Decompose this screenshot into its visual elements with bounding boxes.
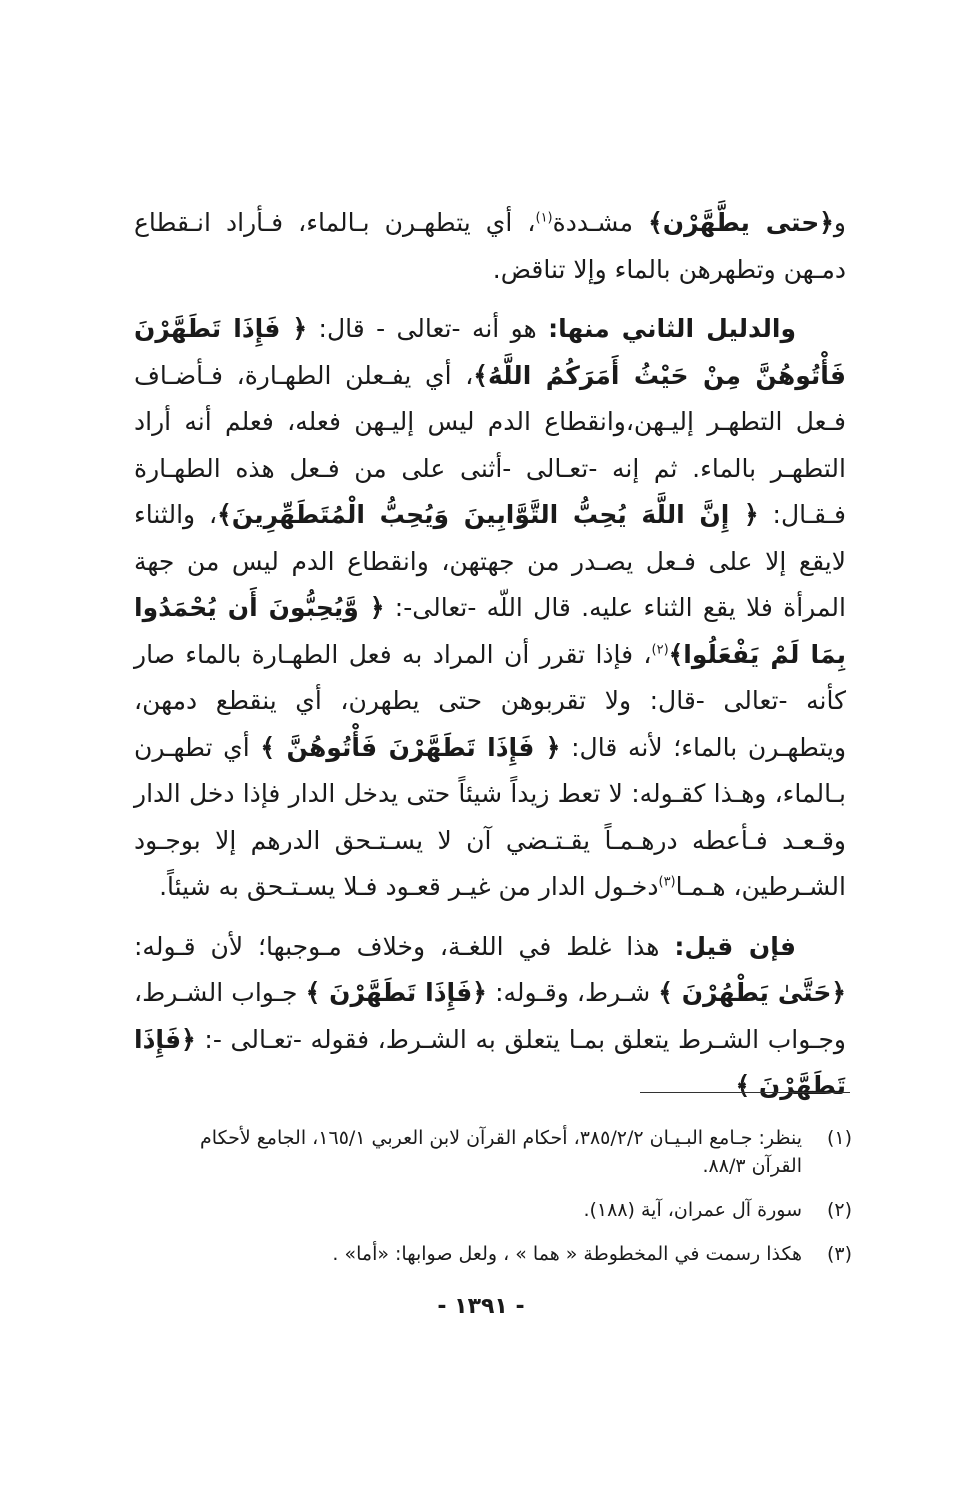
footnotes — [160, 1124, 852, 1284]
quran-quote: ﴿ وَّيُحِبُّونَ أَن يُحْمَدُوا بِمَا لَمْ يَفْعَلُوا﴾ — [134, 593, 846, 669]
paragraph-lead: والدليل الثاني منها: — [548, 314, 796, 343]
text-run: ، أي يتطهـرن بـالماء، فـأراد انـقطاع دمـهن وتطهرهن بالماء وإلا تناقض. — [134, 208, 846, 284]
footnote-3 — [160, 1240, 852, 1268]
footnote-number: (٢) — [826, 1199, 852, 1221]
conjunction: و — [833, 208, 846, 237]
main-text — [134, 200, 846, 1123]
paragraph-lead: فإن قيل: — [674, 931, 796, 961]
text-run: أي تطهـرن بـالماء، وهـذا كقـوله: لا تعط زيداً شيئاً حتى يدخل الدار فإذا دخل الدار وقـعـد فـأعطه درهـمـاً يقـتـضي آن لا يسـتـحق الدرهم إلا بوجـود الشـرطين، هـمـا — [134, 732, 846, 901]
quran-quote: ﴿ فَإِذَا تَطَهَّرْنَ فَأْتُوهُنَّ ﴾ — [260, 732, 561, 762]
footnote-ref-3[interactable]: (٣) — [658, 874, 676, 890]
footnote-number: (٣) — [826, 1243, 852, 1265]
footnote-ref-1[interactable]: (١) — [535, 210, 553, 226]
footnote-text: هكذا رسمت في المخطوطة « هما » ، ولعل صوابها: «أما» . — [332, 1243, 802, 1265]
quran-quote: ﴿فَإِذَا تَطَهَّرْنَ ﴾ — [305, 978, 487, 1007]
text-run: هو أنه -تعالى - قال: — [307, 314, 549, 343]
footnote-ref-2[interactable]: (٢) — [651, 642, 669, 658]
footnote-1 — [160, 1124, 852, 1180]
quran-quote: ﴿حتى يطَّهَّرْن﴾ — [648, 208, 834, 237]
footnote-divider — [640, 1092, 850, 1093]
text-run: جـواب الشـرط، وجـواب الشـرط يتعلق بمـا يتعلق به الشـرط، فقوله -تعـالى -: — [134, 978, 846, 1054]
paragraph-1 — [134, 200, 846, 293]
text-run: ، والثناء لايقع إلا على فـعل يصـدر من جهتهن، وانقطاع الدم ليس من جهة المرأة فلا يقع الثناء عليه. قال اللّه -تعالى-: — [134, 500, 846, 622]
text-run: ، فإذا تقرر أن المراد به فعل الطهـارة بالماء صار كأنه -تعالى -قال: ولا تقربوهن حتى يطهرن، أي ينقطع دمهن، ويتطهـرن بالماء؛ لأنه قال: — [134, 639, 847, 762]
quran-quote: ﴿ فَإِذَا تَطَهَّرْنَ فَأْتُوهُنَّ مِنْ حَيْثُ أَمَرَكُمُ اللَّهُ﴾ — [134, 314, 847, 390]
text-run: ، أي يفـعلن الطهـارة، فـأضـاف فـعل التطهـر إليـهن،وانقطاع الدم ليس إليـهن فعله، فعلم أنه أراد التطهـر بالماء. ثم إنه -تعـالى -أثنى على من فـعل هذه الطهـارة فـقـال: — [134, 360, 846, 529]
quran-quote: ﴿فَإِذَا تَطَهَّرْنَ ﴾ — [134, 1024, 846, 1100]
footnote-number: (١) — [826, 1127, 852, 1149]
footnote-text: سورة آل عمران، آية (١٨٨). — [583, 1199, 802, 1221]
paragraph-3 — [134, 924, 846, 1110]
quran-quote: ﴿حَتَّىٰ يَطْهُرْنَ ﴾ — [658, 978, 846, 1007]
paragraph-2 — [134, 306, 846, 911]
text-run: شـرط، وقـوله: — [486, 978, 659, 1007]
text-run: مشـددة — [552, 208, 649, 237]
text-run: دخـول الدار من غيـر قعـود فـلا يسـتـحق به شيئاً. — [159, 872, 659, 901]
footnote-2 — [160, 1196, 852, 1224]
text-run: هذا غلط في اللغـة، وخلاف مـوجبها؛ لأن قـوله: — [134, 931, 675, 961]
quran-quote: ﴿ إِنَّ اللَّهَ يُحِبُّ التَّوَّابِينَ وَيُحِبُّ الْمُتَطَهِّرِينَ﴾ — [217, 500, 759, 529]
footnote-text: ينظر: جـامع البـيـان ٣٨٥/٢/٢، أحكام القرآن لابن العربي ١٦٥/١، الجامع لأحكام القرآن ٨٨/٣. — [200, 1127, 802, 1177]
page-number: - ١٣٩١ - — [437, 1294, 525, 1319]
